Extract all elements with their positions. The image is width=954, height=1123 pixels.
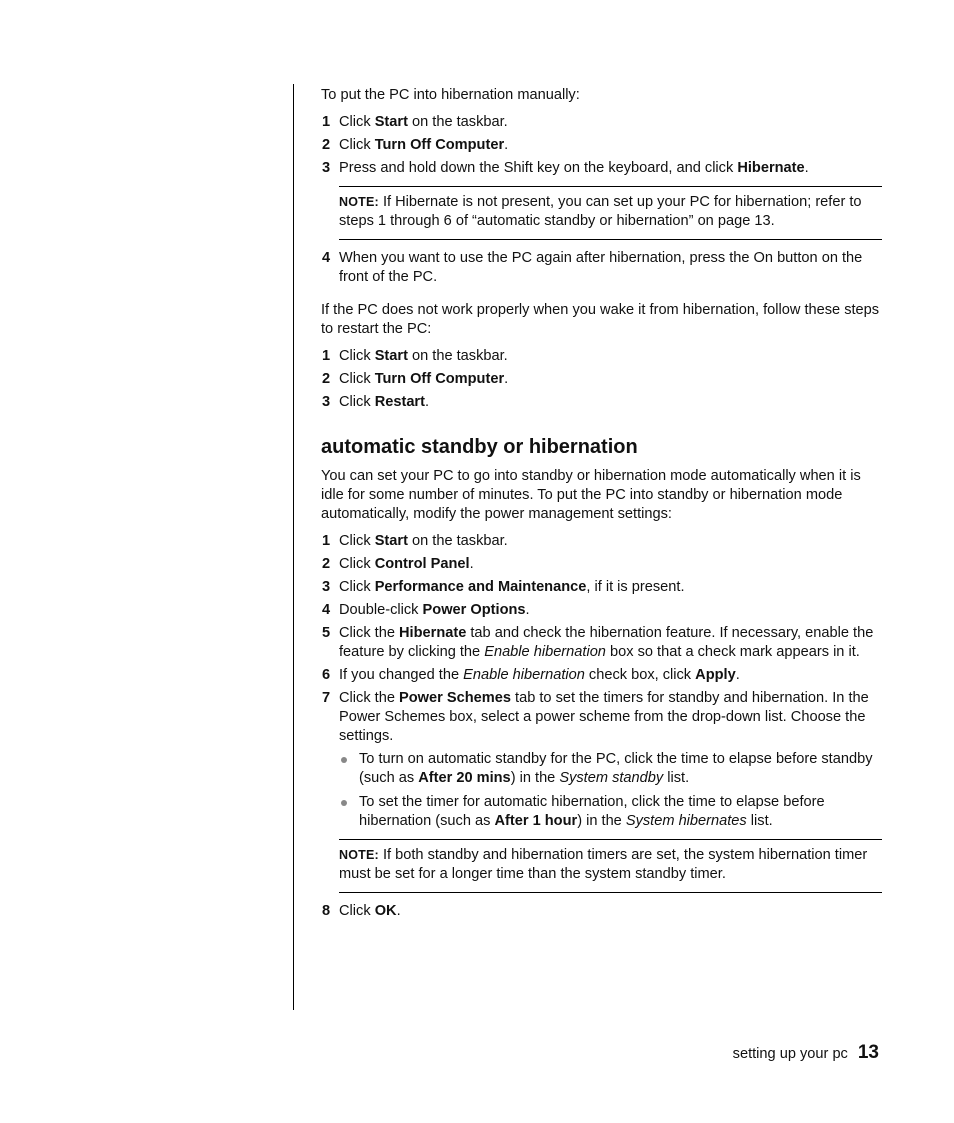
step-number: 4: [322, 602, 331, 618]
step-number: 8: [322, 903, 331, 919]
step-number: 3: [322, 579, 331, 595]
page-content: [321, 84, 882, 925]
bullet-hibernation: To set the timer for automatic hibernation, click the time to elapse before hibernation (such as After 1 hour) in the System hibernates list.: [321, 793, 882, 831]
step-number: 7: [322, 690, 331, 706]
intro-hibernate-manual: To put the PC into hibernation manually:: [321, 87, 580, 103]
step-6-apply: 6 If you changed the Enable hibernation check box, click Apply.: [322, 667, 740, 683]
step-1-click-start: 1 Click Start on the taskbar.: [322, 533, 508, 549]
step-number: 3: [322, 160, 331, 176]
intro-restart: If the PC does not work properly when you wake it from hibernation, follow these steps to restart the PC:: [321, 302, 880, 337]
step-2-turn-off: 2 Click Turn Off Computer.: [322, 137, 509, 153]
step-3-restart: 3 Click Restart.: [322, 394, 430, 410]
step-3-performance: 3 Click Performance and Maintenance, if it is present.: [322, 579, 685, 595]
step-number: 1: [322, 114, 331, 130]
step-number: 3: [322, 394, 331, 410]
bullet-dot-icon: [341, 800, 347, 806]
bullet-dot-icon: [341, 757, 347, 763]
page-footer: [733, 1043, 879, 1064]
step-number: 2: [322, 371, 331, 387]
step-number: 1: [322, 348, 331, 364]
intro-auto-standby: You can set your PC to go into standby or hibernation mode automatically when it is idle for some number of minutes. To put the PC into standby or hibernation mode automatically, modify the power management settings:: [321, 468, 861, 522]
step-1-click-start: 1 Click Start on the taskbar.: [322, 114, 508, 130]
note-box-hibernate: NOTE: If Hibernate is not present, you can set up your PC for hibernation; refer to steps 1 through 6 of “automatic standby or hibernation” on page 13.: [339, 186, 882, 240]
margin-rule: [293, 84, 294, 1010]
step-number: 4: [322, 250, 331, 266]
step-number: 1: [322, 533, 331, 549]
step-4-wake: 4 When you want to use the PC again after hibernation, press the On button on the front of the PC.: [322, 250, 863, 285]
step-5-hibernate-tab: 5 Click the Hibernate tab and check the hibernation feature. If necessary, enable the feature by clicking the Enable hibernation box so that a check mark appears in it.: [322, 625, 874, 660]
bullet-standby: To turn on automatic standby for the PC, click the time to elapse before standby (such as After 20 mins) in the System standby list.: [321, 750, 882, 788]
step-8-ok: 8 Click OK.: [322, 903, 401, 919]
note-label: NOTE:: [339, 195, 379, 209]
step-number: 2: [322, 137, 331, 153]
step-2-control-panel: 2 Click Control Panel.: [322, 556, 474, 572]
step-3-hibernate: 3 Press and hold down the Shift key on the keyboard, and click Hibernate.: [322, 160, 809, 176]
footer-chapter-label: setting up your pc: [732, 1046, 848, 1062]
note-label: NOTE:: [339, 848, 379, 862]
page-number: 13: [857, 1042, 879, 1063]
step-number: 5: [322, 625, 331, 641]
step-1-click-start: 1 Click Start on the taskbar.: [322, 348, 508, 364]
step-number: 2: [322, 556, 331, 572]
step-number: 6: [322, 667, 331, 683]
step-4-power-options: 4 Double-click Power Options.: [322, 602, 530, 618]
note-box-timers: NOTE: If both standby and hibernation timers are set, the system hibernation timer must be set for a longer time than the system standby timer.: [339, 839, 882, 893]
step-2-turn-off: 2 Click Turn Off Computer.: [322, 371, 509, 387]
step-7-power-schemes: 7 Click the Power Schemes tab to set the timers for standby and hibernation. In the Power Schemes box, select a power scheme from the drop-down list. Choose the settings.: [322, 690, 869, 744]
section-heading: automatic standby or hibernation: [321, 436, 638, 458]
